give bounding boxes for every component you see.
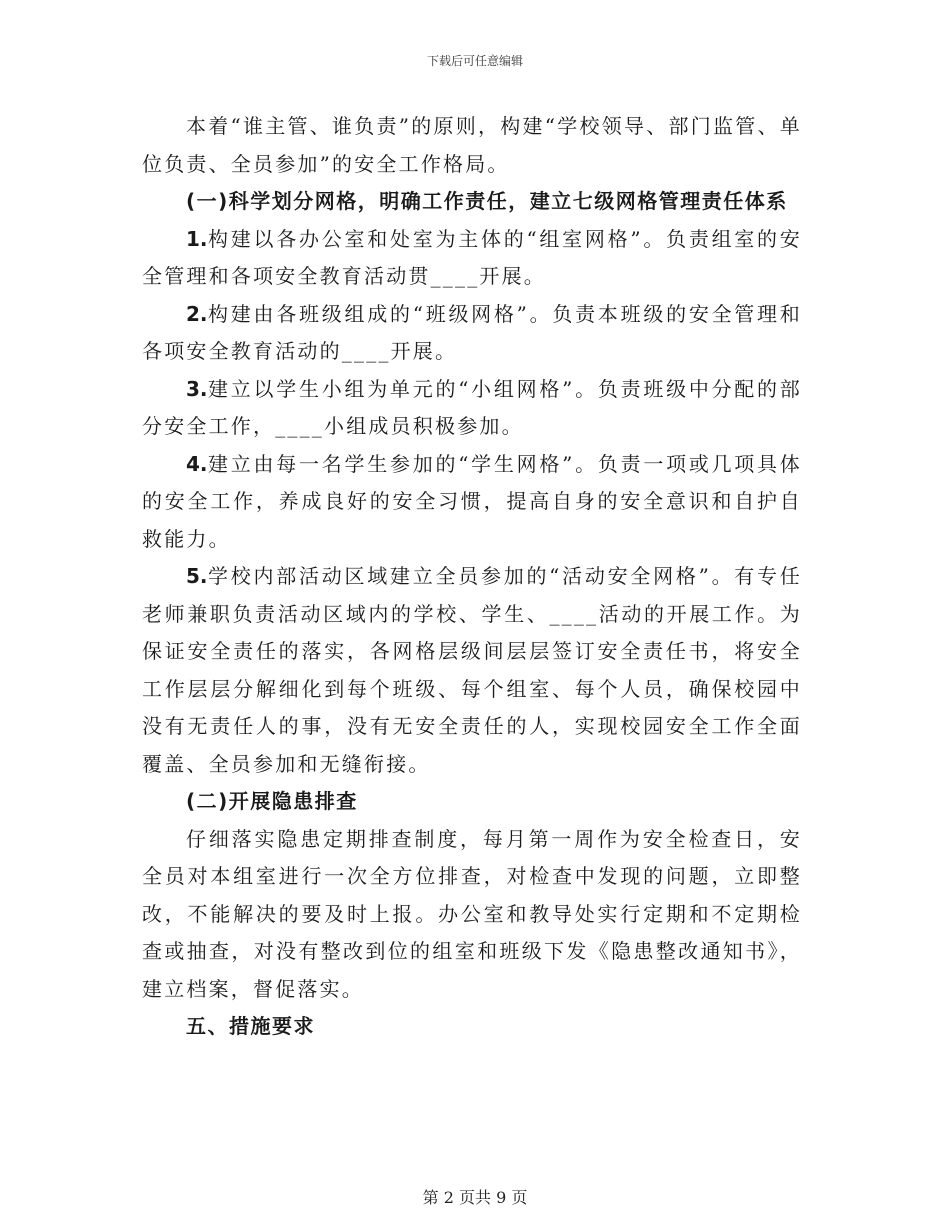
list-item-5: [142, 558, 802, 783]
list-item-1: [142, 221, 802, 296]
page-header: 下载后可任意编辑: [426, 54, 523, 68]
heading-text: (二)开展隐患排查: [186, 789, 358, 813]
list-item-text: 构建由各班级组成的“班级网格”。负责本班级的安全管理和各项安全教育活动的____开展。: [142, 301, 802, 363]
heading-text: 五、措施要求: [186, 1014, 315, 1038]
document-body: [142, 108, 802, 1046]
list-item-2: [142, 296, 802, 371]
list-item-text: 学校内部活动区域建立全员参加的“活动安全网格”。有专任老师兼职负责活动区域内的学校、学生、____活动的开展工作。为保证安全责任的落实，各网格层级间层层签订安全责任书，将安全工作层层分解细化到每个班级、每个组室、每个人员，确保校园中没有无责任人的事，没有无安全责任的人，实现校园安全工作全面覆盖、全员参加和无缝衔接。: [142, 564, 802, 776]
list-number: 3.: [186, 376, 208, 401]
list-number: 4.: [186, 451, 208, 476]
list-item-4: [142, 446, 802, 559]
body-paragraph: [142, 821, 802, 1009]
list-number: 2.: [186, 301, 208, 326]
section-heading-1: [142, 183, 802, 221]
list-item-text: 建立由每一名学生参加的“学生网格”。负责一项或几项具体的安全工作，养成良好的安全习惯，提高自身的安全意识和自护自救能力。: [142, 451, 802, 551]
intro-paragraph: [142, 108, 802, 183]
paragraph-text: 仔细落实隐患定期排查制度，每月第一周作为安全检查日，安全员对本组室进行一次全方位排查，对检查中发现的问题，立即整改，不能解决的要及时上报。办公室和教导处实行定期和不定期检查或抽查，对没有整改到位的组室和班级下发《隐患整改通知书》，建立档案，督促落实。: [142, 826, 802, 1001]
list-item-text: 构建以各办公室和处室为主体的“组室网格”。负责组室的安全管理和各项安全教育活动贯____开展。: [142, 226, 802, 288]
page-footer: 第 2 页共 9 页: [422, 1188, 528, 1207]
list-number: 5.: [186, 564, 208, 588]
list-item-text: 建立以学生小组为单元的“小组网格”。负责班级中分配的部分安全工作，____小组成员积极参加。: [142, 376, 802, 438]
list-item-3: [142, 371, 802, 446]
heading-text: (一)科学划分网格，明确工作责任，建立七级网格管理责任体系: [186, 189, 788, 213]
paragraph-text: 本着“谁主管、谁负责”的原则，构建“学校领导、部门监管、单位负责、全员参加”的安全工作格局。: [142, 114, 802, 176]
list-number: 1.: [186, 226, 208, 251]
section-heading-3: [142, 1008, 802, 1046]
section-heading-2: [142, 783, 802, 821]
